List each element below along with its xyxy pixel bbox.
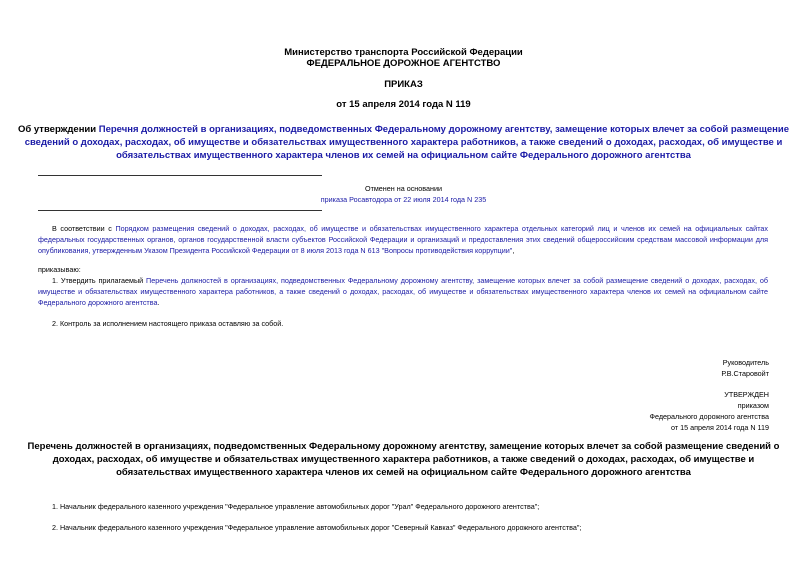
item1-suffix: . [157, 298, 160, 307]
list-title-line2: доходах, расходах, об имуществе и обязательствах имущественного характера работников, а также сведений о доходах, расходах, об имуществе и [52, 454, 755, 465]
title-link-part2[interactable]: сведений о доходах, расходах, об имуществе и обязательствах имущественного характера работников, а также сведений о доходах, расходах, об имуществе и [24, 137, 783, 148]
title-link-part1[interactable]: Перечня должностей в организациях, подведомственных Федеральному дорожному агентству, замещение которых влечет за собой размещение [98, 124, 789, 135]
approval-line1: УТВЕРЖДЕН [724, 390, 769, 399]
approval-line2: приказом [737, 401, 769, 410]
list-title-line3: обязательствах имущественного характера членов их семей на официальном сайте Федерального дорожного агентства [116, 467, 691, 478]
list-title-line1: Перечень должностей в организациях, подведомственных Федеральному дорожному агентству, замещение которых влечет за собой размещение сведений о [27, 441, 780, 452]
title-prefix: Об утверждении [18, 124, 99, 135]
signature-position: Руководитель [722, 358, 769, 367]
list-item: 1. Начальник федерального казенного учреждения "Федеральное управление автомобильных дорог "Урал" Федерального дорожного агентства"; [52, 502, 540, 511]
preamble-prefix: В соответствии с [52, 224, 116, 233]
doc-title-line1 [0, 123, 807, 136]
procedure-link-part3[interactable]: опубликования, утвержденным [38, 246, 145, 255]
item1-line1 [52, 275, 768, 286]
order-word: приказываю: [38, 265, 81, 274]
separator-bottom [38, 210, 322, 211]
item2: 2. Контроль за исполнением настоящего приказа оставляю за собой. [52, 319, 284, 328]
list-link-part3[interactable]: Федерального дорожного агентства [38, 298, 158, 307]
signature-name: Р.В.Старовойт [721, 369, 769, 378]
agency-name: ФЕДЕРАЛЬНОЕ ДОРОЖНОЕ АГЕНТСТВО [306, 58, 501, 69]
approval-line4: от 15 апреля 2014 года N 119 [671, 423, 769, 432]
doc-type: ПРИКАЗ [384, 79, 423, 90]
presidential-decree-link[interactable]: Указом Президента Российской Федерации от 8 июля 2013 года N 613 "Вопросы противодействия коррупции" [144, 246, 513, 255]
procedure-link-part2[interactable]: федеральных государственных органов, органов государственной власти субъектов Российской Федерации и организаций и предоставления этих сведений общероссийским средствам массовой информации для [38, 235, 768, 244]
list-link-part2[interactable]: имуществе и обязательствах имущественного характера работников, а также сведений о доходах, расходах, об имуществе и обязательствах имущественного характера членов их семей на официальном сайте [38, 287, 768, 296]
doc-date-number: от 15 апреля 2014 года N 119 [336, 99, 471, 110]
separator-top [38, 175, 322, 176]
preamble-line1 [52, 223, 768, 234]
preamble-line3 [38, 245, 768, 256]
list-link-part1[interactable]: Перечень должностей в организациях, подведомственных Федеральному дорожному агентству, замещение которых влечет за собой размещение сведений о доходах, расходах, об [146, 276, 768, 285]
repeal-notice: Отменен на основании [364, 184, 442, 193]
ministry-name: Министерство транспорта Российской Федерации [284, 47, 523, 58]
item1-prefix: 1. Утвердить прилагаемый [52, 276, 147, 285]
list-item: 2. Начальник федерального казенного учреждения "Федеральное управление автомобильных дорог "Северный Кавказ" Федерального дорожного агентства"; [52, 523, 582, 532]
approval-line3: Федерального дорожного агентства [649, 412, 769, 421]
repeal-order-link[interactable]: приказа Росавтодора от 22 июля 2014 года N 235 [320, 195, 487, 204]
preamble-suffix: , [512, 246, 515, 255]
item1-line3 [38, 297, 159, 308]
title-link-part3[interactable]: обязательствах имущественного характера членов их семей на официальном сайте Федерального дорожного агентства [116, 150, 691, 161]
procedure-link[interactable]: Порядком размещения сведений о доходах, расходах, об имуществе и обязательствах имущественного характера отдельных категорий лиц и членов их семей на официальных сайтах [115, 224, 769, 233]
